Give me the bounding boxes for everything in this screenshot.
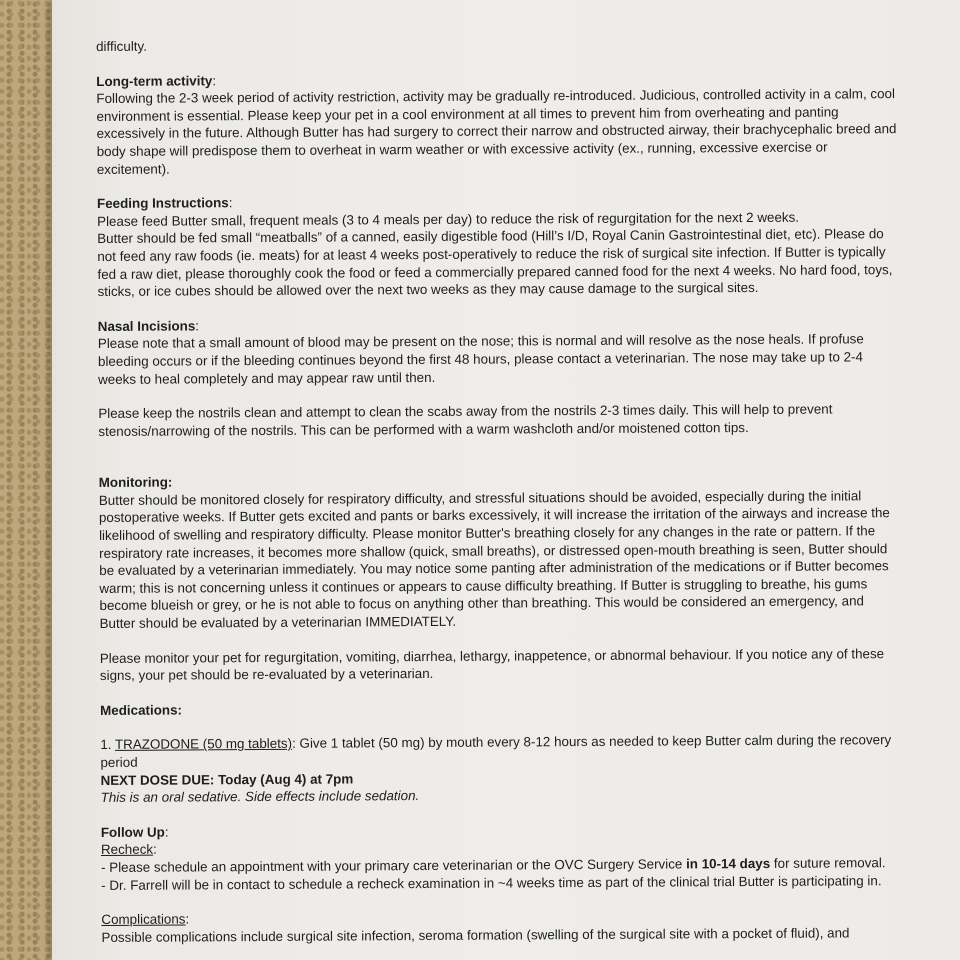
follow-up-line-1-post: for suture removal. xyxy=(770,855,886,871)
nasal-heading: Nasal Incisions xyxy=(97,318,196,334)
nasal-body-2: Please keep the nostrils clean and attempt to clean the scabs away from the nostrils 2-3 times daily. This will help to prevent stenosis/narrowing of the nostrils. This can be performed with a warm washcloth and/or moistened cotton tips. xyxy=(98,401,833,439)
follow-up-colon: : xyxy=(164,824,169,840)
nasal-body-1: Please note that a small amount of blood may be present on the nose; this is normal and will resolve as the nose heals. If profuse bleeding occurs or if the bleeding continues beyond the first 48 hours, please contact a veterinarian. The nose may take up to 2-4 weeks to heal completely and may appear raw until then. xyxy=(97,331,864,387)
feeding-colon: : xyxy=(228,195,233,211)
section-follow-up xyxy=(101,819,901,894)
cork-background xyxy=(0,0,60,960)
document-page xyxy=(52,0,960,960)
complications-cut-line: Possible complications include surgical site infection, seroma formation (swelling of the surgical site with a pocket of fluid), and xyxy=(101,925,850,945)
section-complications xyxy=(101,906,901,946)
section-nasal-incisions xyxy=(98,313,899,440)
medication-drug: TRAZODONE (50 mg tablets) xyxy=(114,736,293,753)
nasal-colon: : xyxy=(195,318,200,334)
medication-note: This is an oral sedative. Side effects include sedation. xyxy=(100,788,420,806)
medication-number: 1. xyxy=(100,737,116,753)
follow-up-line-2: - Dr. Farrell will be in contact to schedule a recheck examination in ~4 weeks time as part of the clinical trial Butter is participating in. xyxy=(101,872,882,893)
recheck-colon: : xyxy=(153,842,157,858)
monitoring-heading: Monitoring: xyxy=(98,474,173,491)
top-fragment: difficulty. xyxy=(96,38,147,54)
medication-next-dose: NEXT DOSE DUE: Today (Aug 4) at 7pm xyxy=(100,771,354,788)
complications-label: Complications xyxy=(101,911,186,928)
complications-colon: : xyxy=(185,911,190,927)
recheck-label: Recheck xyxy=(100,842,154,858)
medications-heading: Medications: xyxy=(100,702,182,718)
long-term-body: Following the 2-3 week period of activity restriction, activity may be gradually re-introduced. Judicious, controlled activity in a calm, cool environment is essential. Please keep your pet in a cool environment at all times to prevent him from overheating and panting excessively in the future. Although Butter has had surgery to correct their narrow and obstructed airway, their brachycephalic breed and body shape will predispose them to overheat in warm weather or with excessive activity (ex., running, excessive exercise or excitement). xyxy=(96,86,897,177)
section-monitoring xyxy=(99,469,900,684)
long-term-heading: Long-term activity xyxy=(96,72,213,89)
follow-up-line-1-bold: in 10-14 days xyxy=(686,855,771,872)
monitoring-body-1: Butter should be monitored closely for respiratory difficulty, and stressful situations should be avoided, especially during the initial postoperative weeks. If Butter gets excited and pants or barks excessively, it will increase the irritation of the airways and increase the likelihood of swelling and respiratory difficulty. Please monitor Butter's breathing closely for any changes in the rate or pattern. If the respiratory rate increases, it becomes more shallow (quick, small breaths), or distressed open-mouth breathing is seen, Butter should be evaluated by a veterinarian immediately. You may notice some panting after administration of the medications or if Butter becomes warm; this is not concerning unless it continues or appears to cause difficulty breathing. If Butter is struggling to breathe, his gums become blueish or grey, or he is not able to focus on anything other than breathing. This would be considered an emergency, and Butter should be evaluated by a veterinarian IMMEDIATELY. xyxy=(98,488,890,632)
section-long-term-activity xyxy=(96,68,897,178)
section-feeding xyxy=(97,190,898,300)
follow-up-line-1-pre: - Please schedule an appointment with your primary care veterinarian or the OVC Surgery Service xyxy=(101,856,687,875)
feeding-line1: Please feed Butter small, frequent meals (3 to 4 meals per day) to reduce the risk of regurgitation for the next 2 weeks. xyxy=(97,209,800,229)
long-term-colon: : xyxy=(212,72,217,88)
medication-item xyxy=(100,732,900,772)
feeding-heading: Feeding Instructions xyxy=(96,195,229,212)
medication-instructions: : Give 1 tablet (50 mg) by mouth every 8-12 hours as needed to keep Butter calm during the recovery period xyxy=(100,732,892,770)
monitoring-body-2: Please monitor your pet for regurgitation, vomiting, diarrhea, lethargy, inappetence, or abnormal behaviour. If you notice any of these signs, your pet should be re-evaluated by a veterinarian. xyxy=(99,645,885,684)
feeding-body: Butter should be fed small “meatballs” of a canned, easily digestible food (Hill’s I/D, Royal Canin Gastrointestinal diet, etc). Please do not feed any raw foods (ie. meats) for at least 4 weeks post-operatively to reduce the risk of surgical site infection. If Butter is typically fed a raw diet, please thoroughly cook the food or feed a commercially prepared canned food for the next 4 weeks. No hard food, toys, sticks, or ice cubes should be allowed over the next two weeks as they may cause damage to the surgical sites. xyxy=(97,226,893,300)
follow-up-heading: Follow Up xyxy=(100,824,165,840)
section-medications xyxy=(100,697,901,807)
discharge-instructions xyxy=(96,33,902,946)
